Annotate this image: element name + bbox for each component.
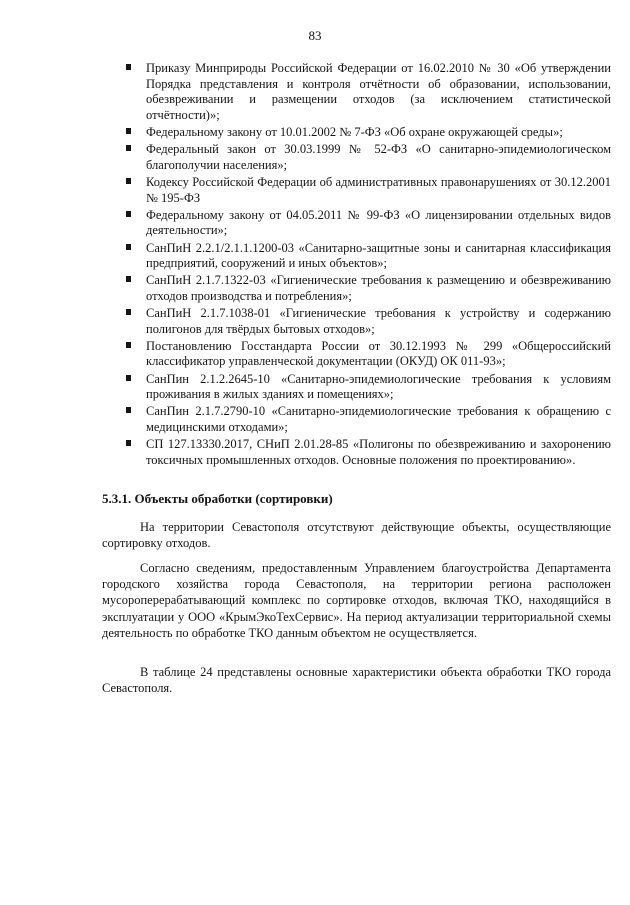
square-bullet-icon — [126, 211, 131, 217]
list-item-text: СанПиН 2.1.7.1322-03 «Гигиенические требования к размещению и обезвреживанию отходов производства и потребления»; — [146, 273, 611, 303]
square-bullet-icon — [126, 244, 131, 250]
list-item-text: СанПин 2.1.2.2645-10 «Санитарно-эпидемиологические требования к условиям проживания в жилых зданиях и помещениях»; — [146, 371, 611, 402]
list-item — [124, 175, 611, 206]
regulations-list — [124, 61, 611, 470]
square-bullet-icon — [126, 64, 131, 70]
page-number: 83 — [308, 28, 322, 43]
square-bullet-icon — [126, 145, 131, 151]
square-bullet-icon — [126, 342, 131, 348]
list-item-text: Федеральному закону от 10.01.2002 № 7-ФЗ «Об охране окружающей среды»; — [146, 124, 563, 139]
list-item — [124, 372, 611, 403]
list-item — [124, 142, 611, 173]
list-item — [124, 61, 611, 123]
square-bullet-icon — [126, 128, 131, 134]
list-item — [124, 241, 611, 272]
list-item — [124, 306, 611, 337]
body-paragraph: В таблице 24 представлены основные характеристики объекта обработки ТКО города Севастополя. — [102, 665, 611, 696]
square-bullet-icon — [126, 375, 131, 381]
list-item — [124, 339, 611, 370]
list-item-text: Федеральному закону от 04.05.2011 № 99-ФЗ «О лицензировании отдельных видов деятельности»; — [146, 207, 611, 238]
list-item-text: СанПиН 2.2.1/2.1.1.1200-03 «Санитарно-защитные зоны и санитарная классификация предприятий, сооружений и иных объектов»; — [146, 240, 611, 271]
body-paragraph: Согласно сведениям, предоставленным Управлением благоустройства Департамента городского хозяйства города Севастополя, на территории региона расположен мусороперерабатывающий комплекс по сортировке отходов, включая ТКО, находящийся в эксплуатации у ООО «КрымЭкоТехСервис». На период актуализации территориальной схемы деятельность по обработке ТКО данным объектом не осуществляется. — [102, 561, 611, 640]
list-item-text: СанПиН 2.1.7.1038-01 «Гигиенические требования к устройству и содержанию полигонов для твёрдых бытовых отходов»; — [146, 306, 611, 336]
list-item-text: СП 127.13330.2017, СНиП 2.01.28-85 «Полигоны по обезвреживанию и захоронению токсичных промышленных отходов. Основные положения по проектированию». — [146, 437, 611, 467]
square-bullet-icon — [126, 309, 131, 315]
square-bullet-icon — [126, 276, 131, 282]
section-heading: 5.3.1. Объекты обработки (сортировки) — [102, 491, 333, 506]
list-item — [124, 273, 611, 304]
body-paragraph: На территории Севастополя отсутствуют действующие объекты, осуществляющие сортировку отходов. — [102, 520, 611, 551]
list-item-text: Кодексу Российской Федерации об административных правонарушениях от 30.12.2001 № 195-ФЗ — [146, 174, 611, 205]
list-item-text: Постановлению Госстандарта России от 30.12.1993 № 299 «Общероссийский классификатор управленческой документации (ОКУД) ОК 011-93»; — [146, 338, 611, 369]
square-bullet-icon — [126, 440, 131, 446]
list-item — [124, 208, 611, 239]
list-item-text: СанПин 2.1.7.2790-10 «Санитарно-эпидемиологические требования к обращению с медицинскими отходами»; — [146, 404, 611, 434]
list-item-text: Приказу Минприроды Российской Федерации от 16.02.2010 № 30 «Об утверждении Порядка представления и контроля отчётности об образовании, использовании, обезвреживании и размещении отходов (за исключением статистической отчётности)»; — [146, 61, 611, 122]
square-bullet-icon — [126, 407, 131, 413]
list-item-text: Федеральный закон от 30.03.1999 № 52-ФЗ «О санитарно-эпидемиологическом благополучии населения»; — [146, 142, 611, 172]
list-item — [124, 437, 611, 468]
square-bullet-icon — [126, 178, 131, 184]
list-item — [124, 404, 611, 435]
list-item — [124, 125, 611, 141]
